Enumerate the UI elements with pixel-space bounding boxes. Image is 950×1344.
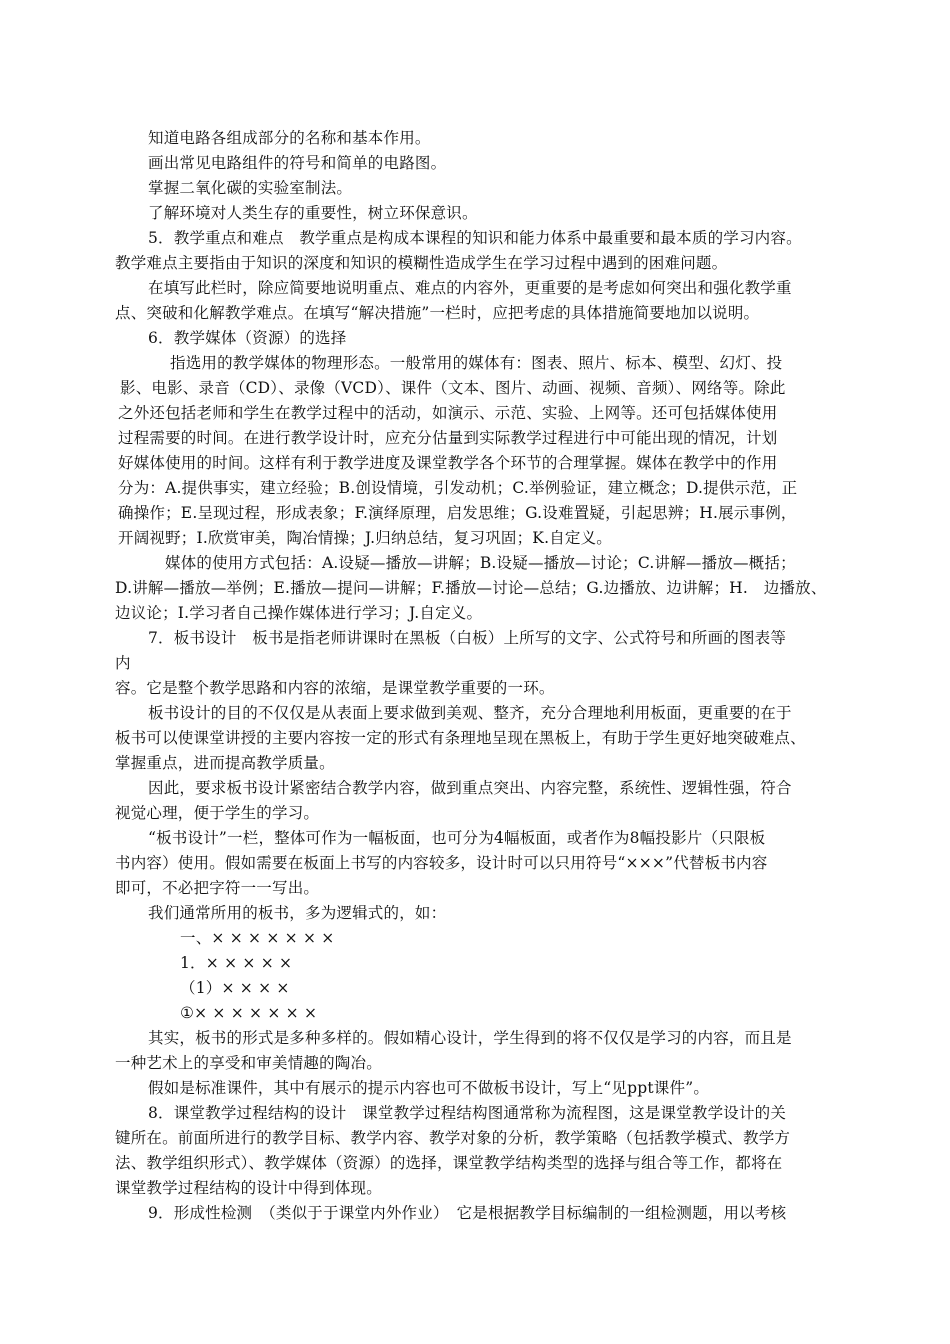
text-line: 我们通常所用的板书，多为逻辑式的，如： bbox=[148, 904, 447, 922]
text-line: 7．板书设计 板书是指老师讲课时在黑板（白板）上所写的文字、公式符号和所画的图表等 bbox=[148, 629, 787, 647]
text-line: 在填写此栏时，除应简要地说明重点、难点的内容外，更重要的是考虑如何突出和强化教学重 bbox=[148, 279, 792, 297]
text-line: 6．教学媒体（资源）的选择 bbox=[148, 329, 347, 347]
text-line: 键所在。前面所进行的教学目标、教学内容、教学对象的分析，教学策略（包括教学模式、教学方 bbox=[115, 1129, 791, 1147]
text-line: 8．课堂教学过程结构的设计 课堂教学过程结构图通常称为流程图，这是课堂教学设计的关 bbox=[148, 1104, 787, 1122]
text-line: 板书设计的目的不仅仅是从表面上要求做到美观、整齐，充分合理地利用板面，更重要的在于 bbox=[148, 704, 792, 722]
text-line: （1）× × × × bbox=[180, 979, 290, 997]
text-line: 画出常见电路组件的符号和简单的电路图。 bbox=[148, 154, 447, 172]
text-line: 掌握重点，进而提高教学质量。 bbox=[115, 754, 335, 772]
text-line: 因此，要求板书设计紧密结合教学内容，做到重点突出、内容完整，系统性、逻辑性强，符合 bbox=[148, 779, 792, 797]
text-line: 假如是标准课件，其中有展示的提示内容也可不做板书设计，写上“见ppt课件”。 bbox=[148, 1079, 710, 1097]
text-line: 内 bbox=[115, 654, 131, 672]
text-line: 媒体的使用方式包括：A.设疑—播放—讲解；B.设疑—播放—讨论；C.讲解—播放—概括； bbox=[165, 554, 796, 572]
text-line: ①× × × × × × × bbox=[180, 1004, 318, 1022]
text-line: 分为：A.提供事实，建立经验；B.创设情境，引发动机；C.举例验证，建立概念；D.提供示范，正 bbox=[118, 479, 798, 497]
text-line: “板书设计”一栏，整体可作为一幅板面，也可分为4幅板面，或者作为8幅投影片（只限板 bbox=[148, 829, 766, 847]
text-line: 视觉心理，便于学生的学习。 bbox=[115, 804, 320, 822]
text-line: 指选用的教学媒体的物理形态。一般常用的媒体有：图表、照片、标本、模型、幻灯、投 bbox=[170, 354, 783, 372]
text-line: 5．教学重点和难点 教学重点是构成本课程的知识和能力体系中最重要和最本质的学习内容。 bbox=[148, 229, 802, 247]
text-line: 容。它是整个教学思路和内容的浓缩，是课堂教学重要的一环。 bbox=[115, 679, 555, 697]
text-line: 之外还包括老师和学生在教学过程中的活动，如演示、示范、实验、上网等。还可包括媒体使用 bbox=[118, 404, 778, 422]
text-line: 一、× × × × × × × bbox=[180, 929, 335, 947]
text-line: 9．形成性检测 （类似于于课堂内外作业） 它是根据教学目标编制的一组检测题，用以考核 bbox=[148, 1204, 787, 1222]
text-line: 法、教学组织形式）、教学媒体（资源）的选择，课堂教学结构类型的选择与组合等工作，都将在 bbox=[115, 1154, 783, 1172]
text-line: 掌握二氧化碳的实验室制法。 bbox=[148, 179, 353, 197]
text-line: 好媒体使用的时间。这样有利于教学进度及课堂教学各个环节的合理掌握。媒体在教学中的作用 bbox=[118, 454, 778, 472]
text-line: 板书可以使课堂讲授的主要内容按一定的形式有条理地呈现在黑板上，有助于学生更好地突破难点、 bbox=[115, 729, 806, 747]
text-line: 影、电影、录音（CD）、录像（VCD）、课件（文本、图片、动画、视频、音频）、网络等。除此 bbox=[120, 379, 786, 397]
text-line: 开阔视野；I.欣赏审美，陶冶情操；J.归纳总结，复习巩固；K.自定义。 bbox=[118, 529, 612, 547]
text-line: 点、突破和化解教学难点。在填写“解决措施”一栏时，应把考虑的具体措施简要地加以说明。 bbox=[115, 304, 760, 322]
text-line: 一种艺术上的享受和审美情趣的陶冶。 bbox=[115, 1054, 382, 1072]
text-line: 课堂教学过程结构的设计中得到体现。 bbox=[115, 1179, 382, 1197]
text-line: 知道电路各组成部分的名称和基本作用。 bbox=[148, 129, 431, 147]
text-line: 1．× × × × × bbox=[180, 954, 293, 972]
text-line: 过程需要的时间。在进行教学设计时，应充分估量到实际教学过程进行中可能出现的情况，计划 bbox=[118, 429, 778, 447]
text-line: 其实，板书的形式是多种多样的。假如精心设计，学生得到的将不仅仅是学习的内容，而且是 bbox=[148, 1029, 792, 1047]
text-line: 确操作；E.呈现过程，形成表象；F.演绎原理，启发思维；G.设难置疑，引起思辨；H.展示事例， bbox=[118, 504, 797, 522]
text-line: 书内容）使用。假如需要在板面上书写的内容较多，设计时可以只用符号“×××”代替板书内容 bbox=[115, 854, 768, 872]
text-line: 即可，不必把字符一一写出。 bbox=[115, 879, 320, 897]
text-line: 边议论；I.学习者自己操作媒体进行学习；J.自定义。 bbox=[115, 604, 483, 622]
text-line: D.讲解—播放—举例；E.播放—提问—讲解；F.播放—讨论—总结；G.边播放、边讲解；H. 边播放、 bbox=[115, 579, 827, 597]
text-line: 教学难点主要指由于知识的深度和知识的模糊性造成学生在学习过程中遇到的困难问题。 bbox=[115, 254, 728, 272]
text-line: 了解环境对人类生存的重要性，树立环保意识。 bbox=[148, 204, 478, 222]
